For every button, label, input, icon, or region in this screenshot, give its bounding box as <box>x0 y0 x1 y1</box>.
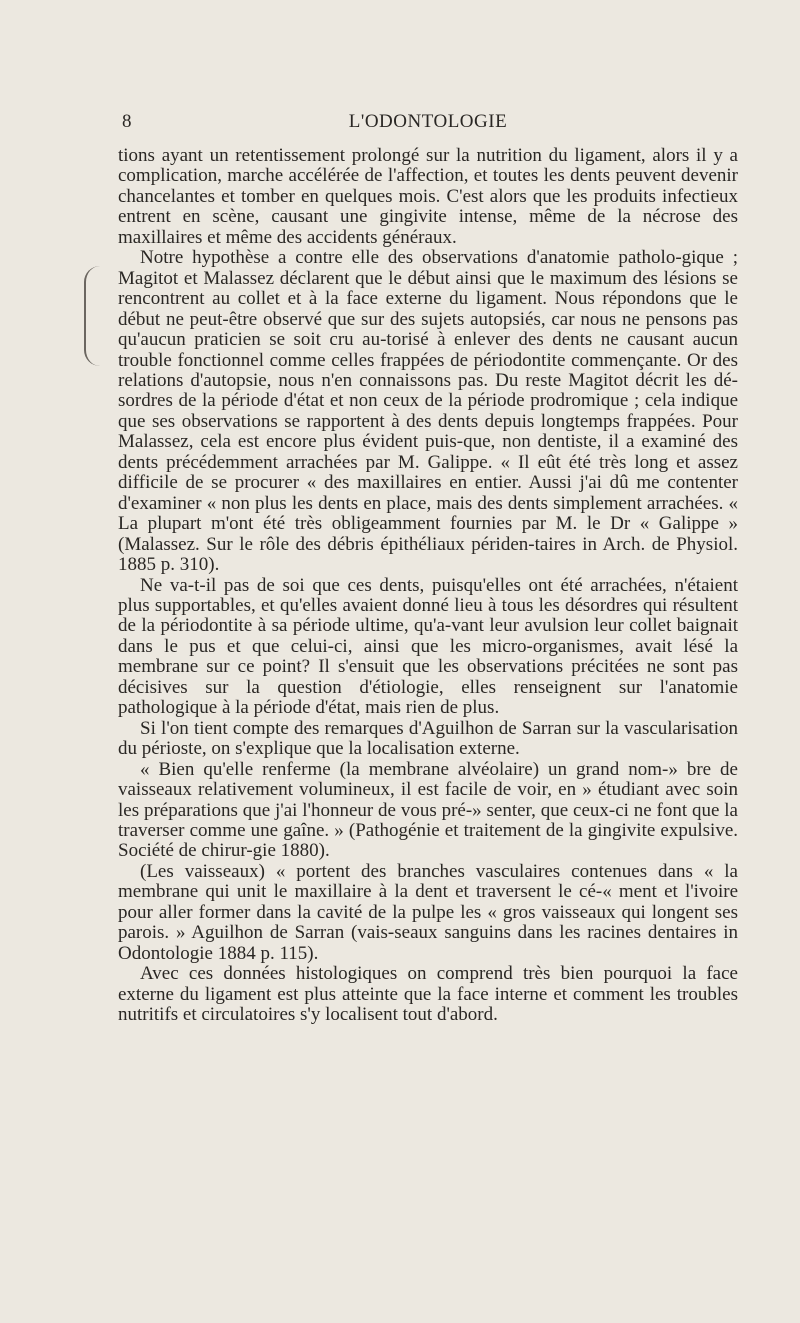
margin-bracket-mark <box>84 266 108 366</box>
paragraph-continuation: tions ayant un retentissement prolongé sur la nutrition du ligament, alors il y a complication, marche accélérée de l'affection, et toutes les dents peuvent devenir chancelantes et tomber en quelques mois. C'est alors que les produits infectieux entrent en scène, causant une gingivite intense, même de la nécrose des maxillaires et même des accidents généraux. <box>118 145 738 248</box>
paragraph-vascularisation: Si l'on tient compte des remarques d'Aguilhon de Sarran sur la vascularisation du périoste, on s'explique que la localisation externe. <box>118 717 738 760</box>
paragraph-hypothesis: Notre hypothèse a contre elle des observations d'anatomie patholo-gique ; Magitot et Malassez déclarent que le début ainsi que le maximum des lésions se rencontrent au collet et à la face externe du ligament. Nous répondons que le début ne peut-être observé que sur des sujets autopsiés, car nous ne pensons pas qu'aucun praticien se soit cru au-torisé à enlever des dents ne causant aucun trouble fonctionnel comme celles frappées de périodontite commençante. Or des relations d'autopsie, nous n'en connaissons pas. Du reste Magitot décrit les dé-sordres de la période d'état et non ceux de la période prodromique ; cela indique que ses observations se rapportent à des dents depuis longtemps frappées. Pour Malassez, cela est encore plus évident puis-que, non dentiste, il a examiné des dents précédemment arrachées par M. Galippe. « Il eût été très long et assez difficile de se procurer « des maxillaires en entier. Aussi j'ai dû me contenter d'examiner « non plus les dents en place, mais des dents simplement arrachées. « La plupart m'ont été très obligeamment fournies par M. le Dr « Galippe » (Malassez. Sur le rôle des débris épithéliaux périden-taires in Arch. de Physiol. 1885 p. 310). <box>118 247 738 576</box>
paragraph-quote-vessels: (Les vaisseaux) « portent des branches vasculaires contenues dans « la membrane qui unit le maxillaire à la dent et traversent le cé-« ment et l'ivoire pour aller former dans la cavité de la pulpe les « gros vaisseaux qui longent ses parois. » Aguilhon de Sarran (vais-seaux sanguins dans les racines dentaires in Odontologie 1884 p. 115). <box>118 860 738 964</box>
paragraph-extracted-teeth: Ne va-t-il pas de soi que ces dents, puisqu'elles ont été arrachées, n'étaient plus supportables, et qu'elles avaient donné lieu à tous les désordres qui résultent de la périodontite à sa période ultime, qu'a-vant leur avulsion leur collet baignait dans le pus et que celui-ci, ainsi que les micro-organismes, avait lésé la membrane sur ce point? Il s'ensuit que les observations précitées ne sont pas décisives sur la question d'étiologie, elles renseignent sur l'anatomie pathologique à la période d'état, mais rien de plus. <box>118 574 738 719</box>
page-header <box>118 111 738 135</box>
running-title: L'ODONTOLOGIE <box>348 111 508 132</box>
paragraph-quote-membrane: « Bien qu'elle renferme (la membrane alvéolaire) un grand nom-» bre de vaisseaux relativement volumineux, il est facile de voir, en » étudiant avec soin les préparations que j'ai l'honneur de vous pré-» senter, que ceux-ci ne font que la traverser comme une gaîne. » (Pathogénie et traitement de la gingivite expulsive. Société de chirur-gie 1880). <box>118 758 738 862</box>
paragraph-conclusion: Avec ces données histologiques on comprend très bien pourquoi la face externe du ligament est plus atteinte que la face interne et comment les troubles nutritifs et circulatoires s'y localisent tout d'abord. <box>118 963 738 1026</box>
page-number: 8 <box>122 111 132 132</box>
body-text <box>118 146 738 1025</box>
